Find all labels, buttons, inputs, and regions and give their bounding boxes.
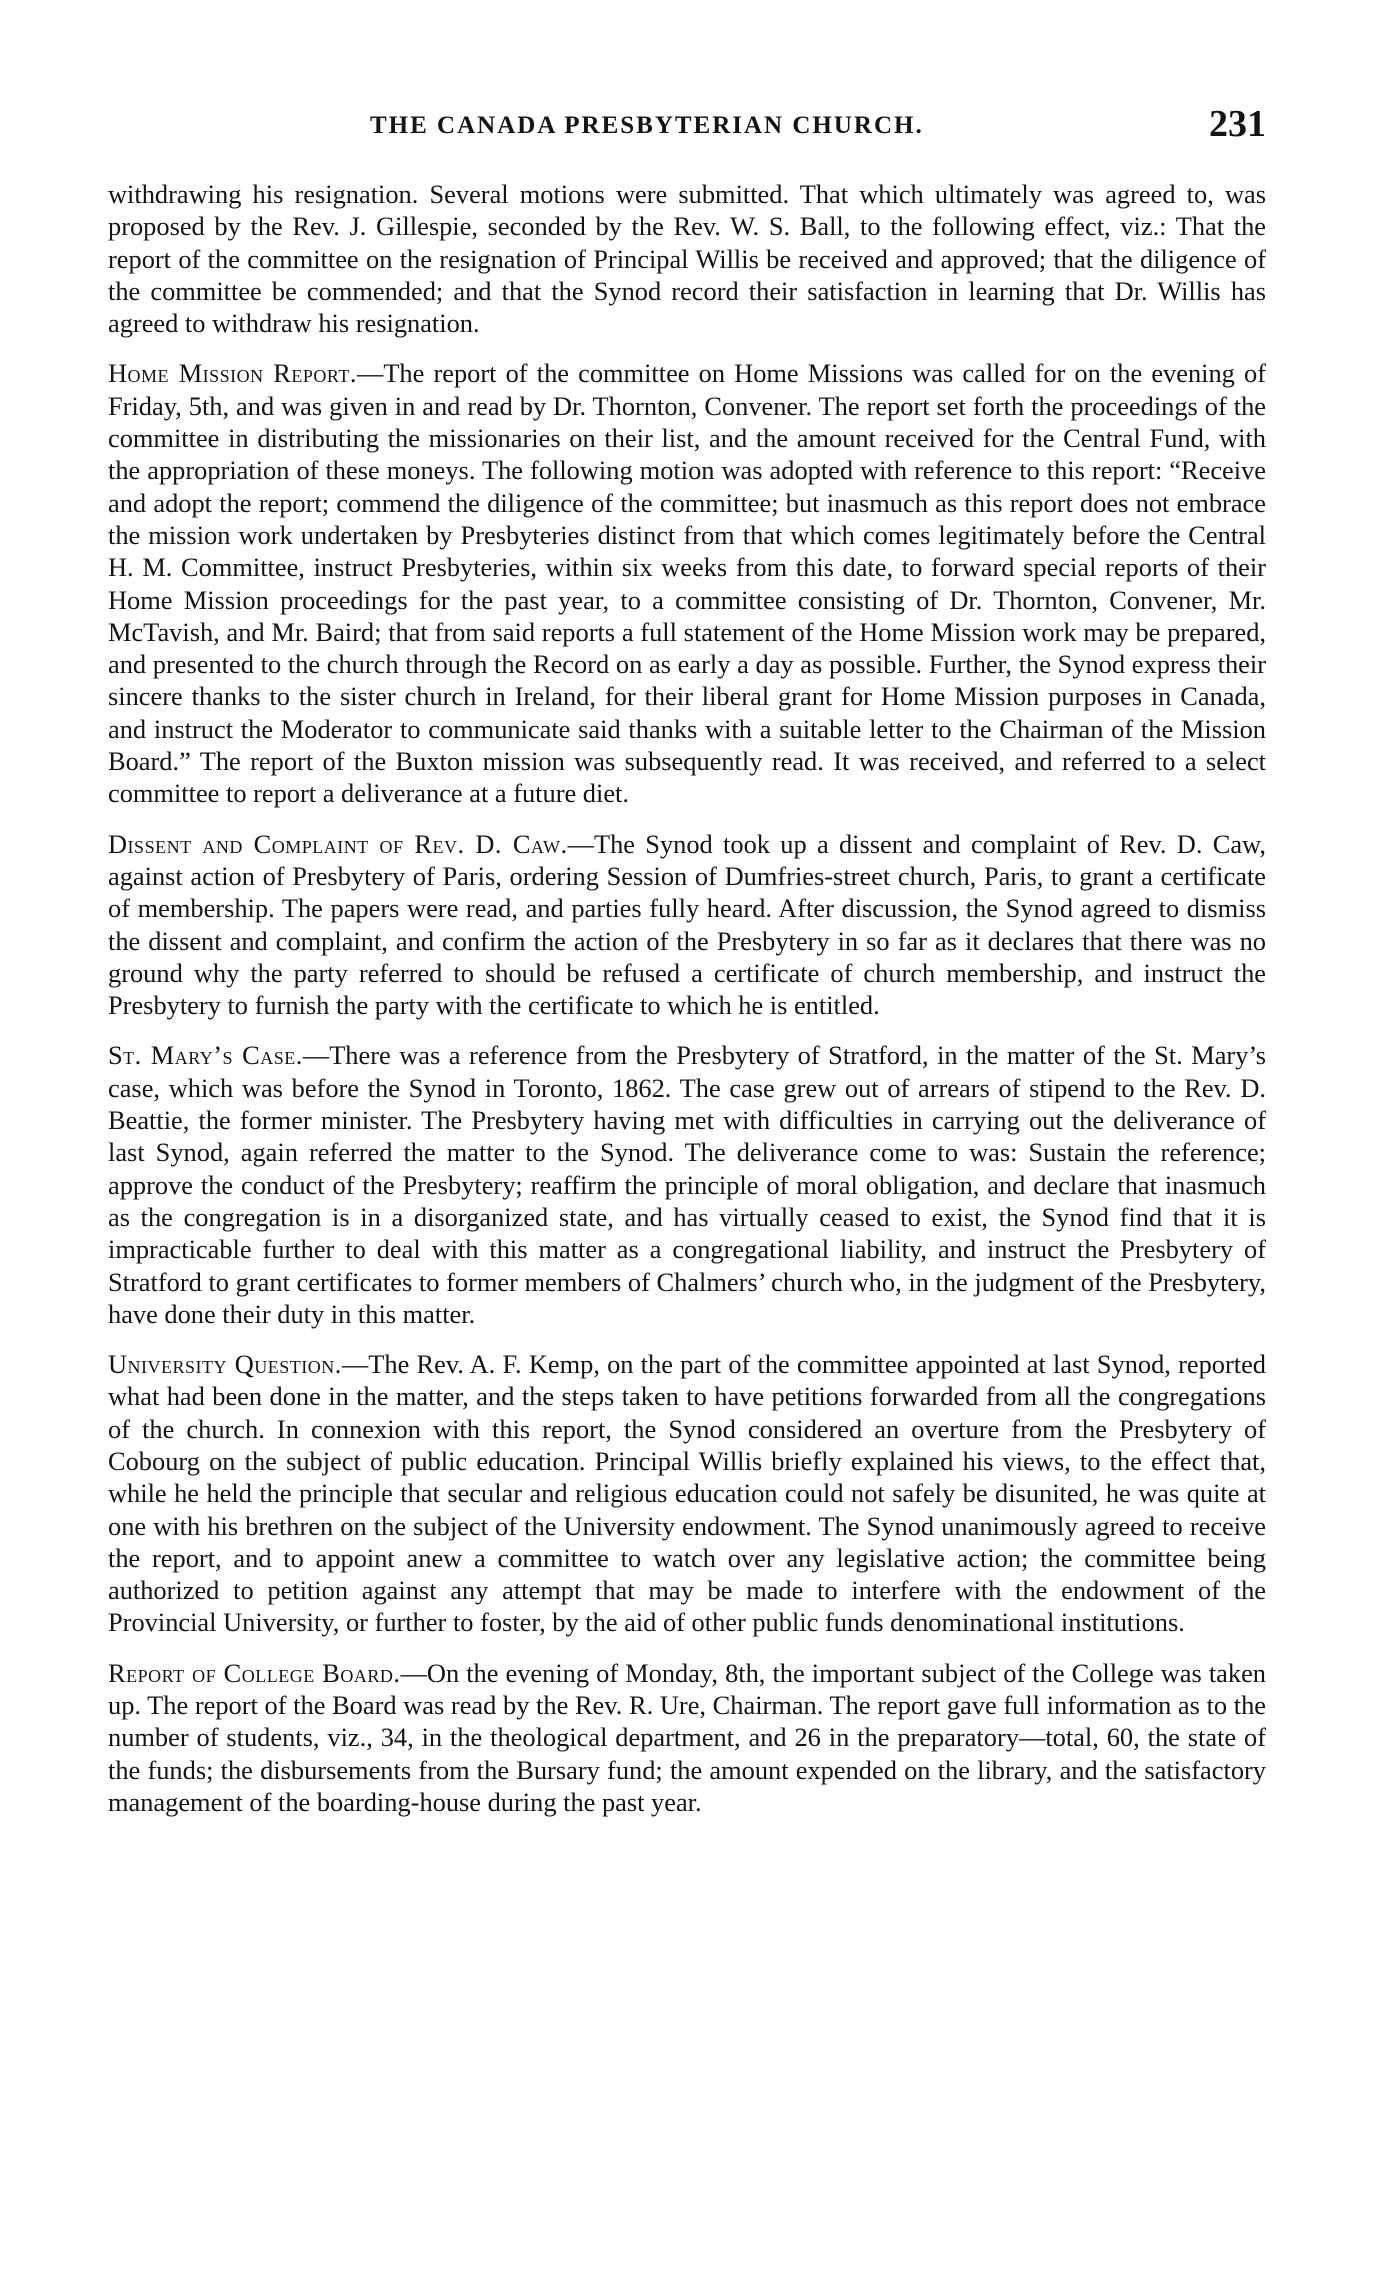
paragraph-resignation bbox=[108, 178, 1266, 339]
section-text: —The report of the committee on Home Missions was called for on the evening of Friday, 5th, and was given in and read by Dr. Thornton, Convener. The report set forth the proceedings of the committee in distributing the missionaries on their list, and the amount received for the Central Fund, with the appropriation of these moneys. The following motion was adopted with reference to this report: “Receive and adopt the report; commend the diligence of the committee; but inasmuch as this report does not embrace the mission work undertaken by Presbyteries distinct from that which comes legitimately before the Central H. M. Committee, instruct Presbyteries, within six weeks from this date, to forward special reports of their Home Mission proceedings for the past year, to a committee consisting of Dr. Thornton, Convener, Mr. McTavish, and Mr. Baird; that from said reports a full statement of the Home Mission work may be prepared, and presented to the church through the Record on as early a day as possible. Further, the Synod express their sincere thanks to the sister church in Ireland, for their liberal grant for Home Mission purposes in Canada, and instruct the Moderator to communicate said thanks with a suitable letter to the Chairman of the Mission Board.” The report of the Buxton mission was subsequently read. It was received, and referred to a select committee to report a deliverance at a future diet. bbox=[108, 358, 1266, 809]
section-st-marys-case bbox=[108, 1039, 1266, 1330]
section-heading: Dissent and Complaint of Rev. D. Caw. bbox=[108, 828, 568, 859]
section-text: —On the evening of Monday, 8th, the important subject of the College was taken up. The report of the Board was read by the Rev. R. Ure, Chairman. The report gave full information as to the number of students, viz., 34, in the theological department, and 26 in the preparatory—total, 60, the state of the funds; the disbursements from the Bursary fund; the amount expended on the library, and the satisfactory management of the boarding-house during the past year. bbox=[108, 1657, 1266, 1817]
section-heading: Report of College Board. bbox=[108, 1657, 401, 1688]
section-report-of-college-board bbox=[108, 1657, 1266, 1818]
section-dissent-and-complaint bbox=[108, 828, 1266, 1022]
section-university-question bbox=[108, 1348, 1266, 1639]
section-heading: St. Mary’s Case. bbox=[108, 1040, 303, 1071]
section-text: —The Synod took up a dissent and complaint of Rev. D. Caw, against action of Presbytery of Paris, ordering Session of Dumfries-street church, Paris, to grant a certificate of membership. The papers were read, and parties fully heard. After discussion, the Synod agreed to dismiss the dissent and complaint, and confirm the action of the Presbytery in so far as it declares that there was no ground why the party referred to should be refused a certificate of church membership, and instruct the Presbytery to furnish the party with the certificate to which he is entitled. bbox=[108, 828, 1266, 1021]
section-text: —There was a reference from the Presbytery of Stratford, in the matter of the St. Mary’s case, which was before the Synod in Toronto, 1862. The case grew out of arrears of stipend to the Rev. D. Beattie, the former minister. The Presbytery having met with difficulties in carrying out the deliverance of last Synod, again referred the matter to the Synod. The deliverance come to was: Sustain the reference; approve the conduct of the Presbytery; reaffirm the principle of moral obligation, and declare that inasmuch as the congregation is in a disorganized state, and has virtually ceased to exist, the Synod find that it is impracticable further to deal with this matter as a congregational liability, and instruct the Presbytery of Stratford to grant certificates to former members of Chalmers’ church who, in the judgment of the Presbytery, have done their duty in this matter. bbox=[108, 1040, 1266, 1329]
section-heading: University Question. bbox=[108, 1349, 342, 1380]
section-home-mission-report bbox=[108, 357, 1266, 809]
page bbox=[108, 100, 1266, 1836]
running-head: THE CANADA PRESBYTERIAN CHURCH. bbox=[370, 112, 924, 139]
section-text: —The Rev. A. F. Kemp, on the part of the committee appointed at last Synod, reported what had been done in the matter, and the steps taken to have petitions forwarded from all the congregations of the church. In connexion with this report, the Synod considered an overture from the Presbytery of Cobourg on the subject of public education. Principal Willis briefly explained his views, to the effect that, while he held the principle that secular and religious education could not safely be disunited, he was quite at one with his brethren on the subject of the University endowment. The Synod unanimously agreed to receive the report, and to appoint anew a committee to watch over any legislative action; the committee being authorized to petition against any attempt that may be made to interfere with the endowment of the Provincial University, or further to foster, by the aid of other public funds denominational institutions. bbox=[108, 1349, 1266, 1638]
page-number: 231 bbox=[1209, 103, 1266, 145]
page-header bbox=[108, 100, 1266, 148]
paragraph-text: withdrawing his resignation. Several motions were submitted. That which ultimately was agreed to, was proposed by the Rev. J. Gillespie, seconded by the Rev. W. S. Ball, to the following effect, viz.: That the report of the committee on the resignation of Principal Willis be received and approved; that the diligence of the committee be commended; and that the Synod record their satisfaction in learning that Dr. Willis has agreed to withdraw his resignation. bbox=[108, 179, 1266, 339]
section-heading: Home Mission Report. bbox=[108, 358, 357, 389]
